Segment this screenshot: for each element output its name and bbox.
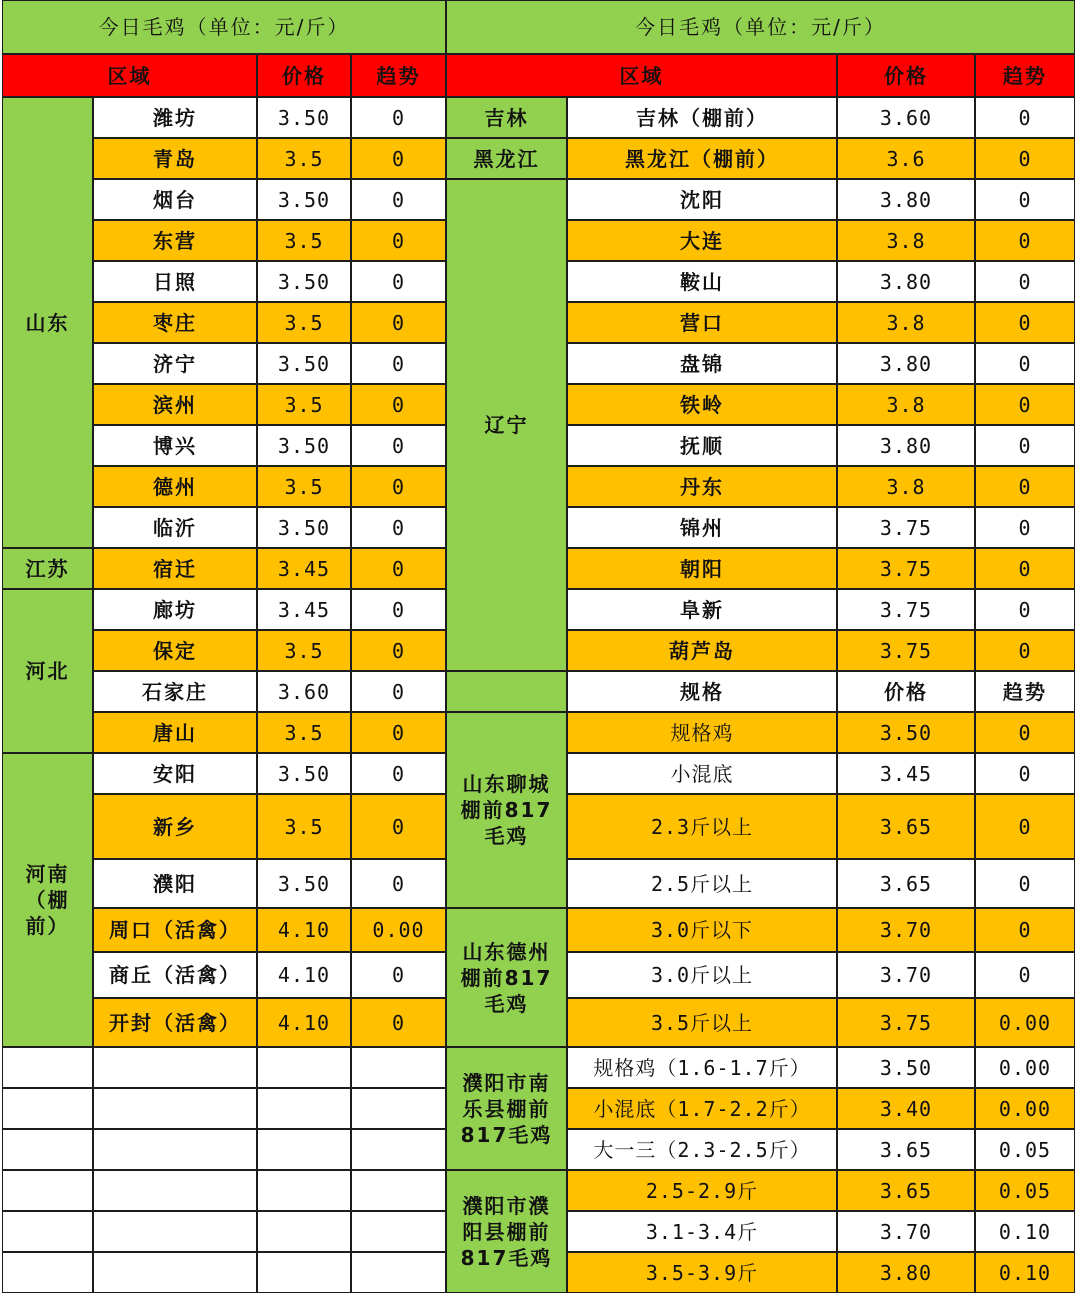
right-city-cell: 沈阳 — [567, 179, 837, 220]
left-trend-cell: 0 — [351, 589, 446, 630]
empty-cell — [257, 1252, 351, 1293]
right-trend-cell: 0 — [975, 384, 1075, 425]
spec-header-price: 价格 — [837, 671, 975, 712]
right-trend-cell: 0 — [975, 466, 1075, 507]
right-price-cell: 3.75 — [837, 589, 975, 630]
left-trend-cell: 0 — [351, 138, 446, 179]
right-city-cell: 盘锦 — [567, 343, 837, 384]
left-price-cell: 4.10 — [257, 952, 351, 998]
spec-price-cell: 3.65 — [837, 859, 975, 908]
left-city-cell: 石家庄 — [93, 671, 257, 712]
left-city-cell: 濮阳 — [93, 859, 257, 908]
right-city-cell: 葫芦岛 — [567, 630, 837, 671]
empty-cell — [257, 1047, 351, 1088]
left-city-cell: 东营 — [93, 220, 257, 261]
left-trend-cell: 0.00 — [351, 908, 446, 952]
right-city-cell: 吉林（棚前） — [567, 97, 837, 138]
left-trend-cell: 0 — [351, 671, 446, 712]
left-city-cell: 枣庄 — [93, 302, 257, 343]
left-price-cell: 3.50 — [257, 753, 351, 794]
empty-cell — [351, 1211, 446, 1252]
spec-price-cell: 3.40 — [837, 1088, 975, 1129]
left-trend-cell: 0 — [351, 97, 446, 138]
left-city-cell: 临沂 — [93, 507, 257, 548]
empty-cell — [257, 1129, 351, 1170]
left-trend-cell: 0 — [351, 220, 446, 261]
right-province-cell: 辽宁 — [446, 179, 567, 671]
right-city-cell: 营口 — [567, 302, 837, 343]
spec-cell: 3.5-3.9斤 — [567, 1252, 837, 1293]
spec-price-cell: 3.70 — [837, 908, 975, 952]
spec-trend-cell: 0.05 — [975, 1170, 1075, 1211]
spec-trend-cell: 0.10 — [975, 1211, 1075, 1252]
spec-trend-cell: 0.00 — [975, 998, 1075, 1047]
left-price-cell: 3.5 — [257, 138, 351, 179]
spec-trend-cell: 0.05 — [975, 1129, 1075, 1170]
empty-cell — [93, 1047, 257, 1088]
left-price-cell: 3.50 — [257, 97, 351, 138]
right-trend-cell: 0 — [975, 589, 1075, 630]
right-price-cell: 3.80 — [837, 425, 975, 466]
spec-trend-cell: 0.00 — [975, 1088, 1075, 1129]
spec-header-trend: 趋势 — [975, 671, 1075, 712]
left-price-cell: 3.50 — [257, 507, 351, 548]
spec-price-cell: 3.70 — [837, 952, 975, 998]
spec-trend-cell: 0.10 — [975, 1252, 1075, 1293]
right-price-cell: 3.6 — [837, 138, 975, 179]
spec-price-cell: 3.65 — [837, 1129, 975, 1170]
left-city-cell: 日照 — [93, 261, 257, 302]
left-trend-cell: 0 — [351, 302, 446, 343]
empty-cell — [2, 1088, 93, 1129]
right-city-cell: 铁岭 — [567, 384, 837, 425]
left-header-price: 价格 — [257, 54, 351, 97]
spec-price-cell: 3.70 — [837, 1211, 975, 1252]
empty-cell — [93, 1088, 257, 1129]
right-price-cell: 3.8 — [837, 384, 975, 425]
spec-price-cell: 3.65 — [837, 794, 975, 859]
spec-trend-cell: 0 — [975, 712, 1075, 753]
left-city-cell: 新乡 — [93, 794, 257, 859]
left-price-cell: 4.10 — [257, 908, 351, 952]
right-price-cell: 3.75 — [837, 507, 975, 548]
left-price-cell: 4.10 — [257, 998, 351, 1047]
right-price-cell: 3.80 — [837, 343, 975, 384]
left-price-cell: 3.45 — [257, 589, 351, 630]
left-header-region: 区域 — [2, 54, 257, 97]
right-trend-cell: 0 — [975, 630, 1075, 671]
right-city-cell: 抚顺 — [567, 425, 837, 466]
left-trend-cell: 0 — [351, 261, 446, 302]
spec-price-cell: 3.80 — [837, 1252, 975, 1293]
left-city-cell: 德州 — [93, 466, 257, 507]
right-price-cell: 3.80 — [837, 261, 975, 302]
left-province-cell: 河北 — [2, 589, 93, 753]
spec-price-cell: 3.75 — [837, 998, 975, 1047]
spec-header-blank — [446, 671, 567, 712]
spec-cell: 2.5斤以上 — [567, 859, 837, 908]
right-trend-cell: 0 — [975, 343, 1075, 384]
empty-cell — [93, 1252, 257, 1293]
spec-trend-cell: 0 — [975, 753, 1075, 794]
spec-cell: 小混底（1.7-2.2斤） — [567, 1088, 837, 1129]
spec-price-cell: 3.45 — [837, 753, 975, 794]
spec-price-cell: 3.50 — [837, 712, 975, 753]
right-city-cell: 鞍山 — [567, 261, 837, 302]
right-trend-cell: 0 — [975, 179, 1075, 220]
left-price-cell: 3.5 — [257, 384, 351, 425]
left-price-cell: 3.50 — [257, 859, 351, 908]
right-trend-cell: 0 — [975, 507, 1075, 548]
right-city-cell: 朝阳 — [567, 548, 837, 589]
right-price-cell: 3.8 — [837, 302, 975, 343]
left-city-cell: 滨州 — [93, 384, 257, 425]
spec-trend-cell: 0 — [975, 908, 1075, 952]
right-trend-cell: 0 — [975, 548, 1075, 589]
empty-cell — [351, 1088, 446, 1129]
left-trend-cell: 0 — [351, 630, 446, 671]
left-price-cell: 3.45 — [257, 548, 351, 589]
spec-group-name: 山东德州棚前817毛鸡 — [446, 908, 567, 1047]
right-province-cell: 吉林 — [446, 97, 567, 138]
left-trend-cell: 0 — [351, 998, 446, 1047]
left-table-title: 今日毛鸡（单位：元/斤） — [2, 0, 446, 54]
spec-group-name: 山东聊城棚前817毛鸡 — [446, 712, 567, 908]
spec-trend-cell: 0.00 — [975, 1047, 1075, 1088]
empty-cell — [2, 1047, 93, 1088]
left-trend-cell: 0 — [351, 712, 446, 753]
left-trend-cell: 0 — [351, 507, 446, 548]
left-province-cell: 山东 — [2, 97, 93, 548]
right-trend-cell: 0 — [975, 261, 1075, 302]
left-trend-cell: 0 — [351, 425, 446, 466]
spec-price-cell: 3.50 — [837, 1047, 975, 1088]
spec-header-spec: 规格 — [567, 671, 837, 712]
right-price-cell: 3.75 — [837, 630, 975, 671]
spec-cell: 大一三（2.3-2.5斤） — [567, 1129, 837, 1170]
right-header-price: 价格 — [837, 54, 975, 97]
left-city-cell: 济宁 — [93, 343, 257, 384]
left-city-cell: 商丘（活禽） — [93, 952, 257, 998]
empty-cell — [93, 1129, 257, 1170]
empty-cell — [93, 1211, 257, 1252]
left-city-cell: 保定 — [93, 630, 257, 671]
spec-cell: 3.0斤以上 — [567, 952, 837, 998]
left-city-cell: 宿迁 — [93, 548, 257, 589]
right-price-cell: 3.75 — [837, 548, 975, 589]
spec-cell: 规格鸡（1.6-1.7斤） — [567, 1047, 837, 1088]
left-city-cell: 开封（活禽） — [93, 998, 257, 1047]
left-city-cell: 烟台 — [93, 179, 257, 220]
empty-cell — [351, 1129, 446, 1170]
right-trend-cell: 0 — [975, 425, 1075, 466]
right-trend-cell: 0 — [975, 138, 1075, 179]
empty-cell — [2, 1252, 93, 1293]
left-city-cell: 博兴 — [93, 425, 257, 466]
left-trend-cell: 0 — [351, 179, 446, 220]
spec-price-cell: 3.65 — [837, 1170, 975, 1211]
left-city-cell: 安阳 — [93, 753, 257, 794]
left-trend-cell: 0 — [351, 952, 446, 998]
right-price-cell: 3.8 — [837, 466, 975, 507]
left-trend-cell: 0 — [351, 343, 446, 384]
left-price-cell: 3.5 — [257, 466, 351, 507]
left-trend-cell: 0 — [351, 794, 446, 859]
left-trend-cell: 0 — [351, 548, 446, 589]
left-price-cell: 3.50 — [257, 425, 351, 466]
right-province-cell: 黑龙江 — [446, 138, 567, 179]
spec-cell: 3.5斤以上 — [567, 998, 837, 1047]
right-trend-cell: 0 — [975, 302, 1075, 343]
left-city-cell: 唐山 — [93, 712, 257, 753]
empty-cell — [351, 1170, 446, 1211]
right-table-title: 今日毛鸡（单位：元/斤） — [446, 0, 1075, 54]
left-city-cell: 廊坊 — [93, 589, 257, 630]
left-trend-cell: 0 — [351, 466, 446, 507]
left-province-cell: 河南（棚前） — [2, 753, 93, 1047]
right-city-cell: 锦州 — [567, 507, 837, 548]
spec-trend-cell: 0 — [975, 794, 1075, 859]
spec-cell: 2.3斤以上 — [567, 794, 837, 859]
left-price-cell: 3.5 — [257, 220, 351, 261]
left-city-cell: 青岛 — [93, 138, 257, 179]
left-city-cell: 潍坊 — [93, 97, 257, 138]
right-city-cell: 黑龙江（棚前） — [567, 138, 837, 179]
left-price-cell: 3.5 — [257, 712, 351, 753]
spec-trend-cell: 0 — [975, 859, 1075, 908]
spec-trend-cell: 0 — [975, 952, 1075, 998]
left-trend-cell: 0 — [351, 859, 446, 908]
spec-cell: 小混底 — [567, 753, 837, 794]
right-price-cell: 3.80 — [837, 179, 975, 220]
spec-cell: 2.5-2.9斤 — [567, 1170, 837, 1211]
empty-cell — [2, 1129, 93, 1170]
empty-cell — [257, 1088, 351, 1129]
left-price-cell: 3.5 — [257, 302, 351, 343]
left-trend-cell: 0 — [351, 384, 446, 425]
left-price-cell: 3.50 — [257, 179, 351, 220]
left-price-cell: 3.5 — [257, 630, 351, 671]
right-city-cell: 阜新 — [567, 589, 837, 630]
right-trend-cell: 0 — [975, 97, 1075, 138]
empty-cell — [351, 1252, 446, 1293]
left-city-cell: 周口（活禽） — [93, 908, 257, 952]
spec-group-name: 濮阳市南乐县棚前817毛鸡 — [446, 1047, 567, 1170]
empty-cell — [2, 1170, 93, 1211]
right-price-cell: 3.60 — [837, 97, 975, 138]
left-price-cell: 3.60 — [257, 671, 351, 712]
right-trend-cell: 0 — [975, 220, 1075, 261]
left-price-cell: 3.50 — [257, 343, 351, 384]
left-price-cell: 3.5 — [257, 794, 351, 859]
right-city-cell: 丹东 — [567, 466, 837, 507]
spec-cell: 3.1-3.4斤 — [567, 1211, 837, 1252]
spec-group-name: 濮阳市濮阳县棚前817毛鸡 — [446, 1170, 567, 1293]
left-province-cell: 江苏 — [2, 548, 93, 589]
right-price-cell: 3.8 — [837, 220, 975, 261]
empty-cell — [351, 1047, 446, 1088]
right-header-region: 区域 — [446, 54, 837, 97]
spec-cell: 3.0斤以下 — [567, 908, 837, 952]
empty-cell — [257, 1170, 351, 1211]
empty-cell — [2, 1211, 93, 1252]
empty-cell — [93, 1170, 257, 1211]
left-trend-cell: 0 — [351, 753, 446, 794]
empty-cell — [257, 1211, 351, 1252]
right-city-cell: 大连 — [567, 220, 837, 261]
right-header-trend: 趋势 — [975, 54, 1075, 97]
left-header-trend: 趋势 — [351, 54, 446, 97]
left-price-cell: 3.50 — [257, 261, 351, 302]
spec-cell: 规格鸡 — [567, 712, 837, 753]
